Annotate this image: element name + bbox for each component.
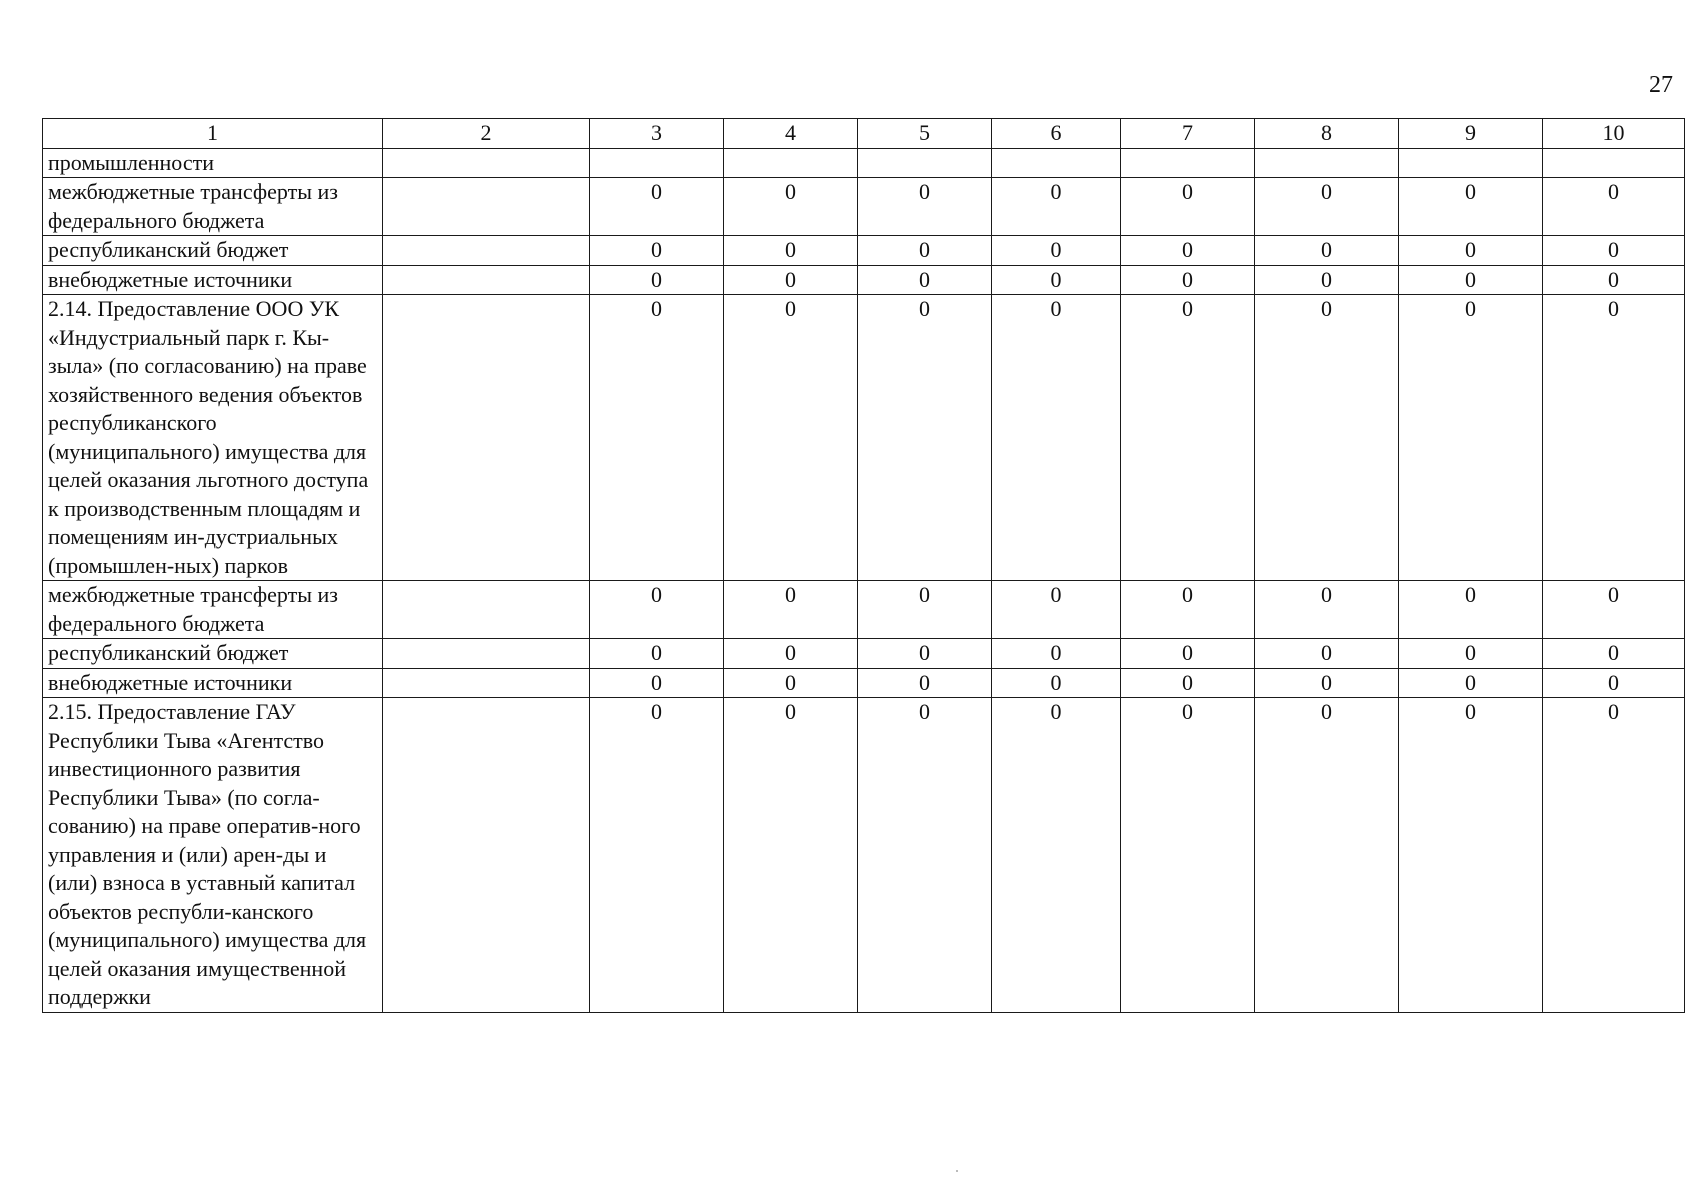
value-cell: 0 [1121,236,1255,266]
header-cell-3: 3 [590,119,724,149]
row-label: 2.14. Предоставление ООО УК «Индустриальный парк г. Кы-зыла» (по согласованию) на праве хозяйственного ведения объектов республиканского (муниципального) имущества для целей оказания льготного доступа к производственным площадям и помещениям ин-дустриальных (промышлен-ных) парков [43,295,383,581]
value-cell: 0 [1543,295,1685,581]
value-cell: 0 [1255,265,1399,295]
value-cell: 0 [1543,236,1685,266]
scan-speck [956,1170,958,1172]
value-cell: 0 [1399,178,1543,236]
value-cell: 0 [724,581,858,639]
header-cell-6: 6 [992,119,1121,149]
table-row [43,295,1685,581]
value-cell: 0 [1121,295,1255,581]
header-cell-7: 7 [1121,119,1255,149]
value-cell: 0 [724,295,858,581]
value-cell: 0 [1255,668,1399,698]
value-cell: 0 [1399,668,1543,698]
value-cell: 0 [858,698,992,1013]
value-cell: 0 [992,668,1121,698]
value-cell: 0 [724,639,858,669]
value-cell: 0 [1543,178,1685,236]
value-cell: 0 [590,295,724,581]
value-cell [858,148,992,178]
value-cell: 0 [1255,581,1399,639]
value-cell: 0 [590,668,724,698]
value-cell: 0 [1255,698,1399,1013]
value-cell: 0 [590,178,724,236]
value-cell: 0 [1399,265,1543,295]
value-cell: 0 [858,295,992,581]
value-cell: 0 [992,178,1121,236]
value-cell: 0 [1121,668,1255,698]
budget-table [42,118,1685,1013]
row-label: внебюджетные источники [43,265,383,295]
value-cell: 0 [724,698,858,1013]
table-row [43,148,1685,178]
row-col2 [383,639,590,669]
table-row [43,178,1685,236]
row-label: промышленности [43,148,383,178]
value-cell: 0 [590,265,724,295]
value-cell: 0 [1121,265,1255,295]
value-cell: 0 [1399,639,1543,669]
value-cell: 0 [1543,265,1685,295]
header-cell-4: 4 [724,119,858,149]
value-cell: 0 [1121,581,1255,639]
value-cell [1543,148,1685,178]
value-cell: 0 [992,639,1121,669]
value-cell: 0 [858,178,992,236]
value-cell [1399,148,1543,178]
value-cell: 0 [858,265,992,295]
row-label: 2.15. Предоставление ГАУ Республики Тыва «Агентство инвестиционного развития Республики Тыва» (по согла-сованию) на праве оператив-ного управления и (или) арен-ды и (или) взноса в уставный капитал объектов республи-канского (муниципального) имущества для целей оказания имущественной поддержки [43,698,383,1013]
row-col2 [383,295,590,581]
value-cell: 0 [590,236,724,266]
value-cell: 0 [992,698,1121,1013]
header-cell-10: 10 [1543,119,1685,149]
value-cell: 0 [1255,639,1399,669]
value-cell [724,148,858,178]
header-cell-1: 1 [43,119,383,149]
value-cell: 0 [858,236,992,266]
row-col2 [383,236,590,266]
value-cell [590,148,724,178]
row-col2 [383,265,590,295]
value-cell: 0 [858,581,992,639]
table-row [43,639,1685,669]
value-cell [1121,148,1255,178]
row-col2 [383,581,590,639]
value-cell: 0 [590,639,724,669]
row-label: республиканский бюджет [43,639,383,669]
table-row [43,668,1685,698]
value-cell: 0 [724,265,858,295]
row-col2 [383,178,590,236]
table-row [43,581,1685,639]
value-cell: 0 [1399,698,1543,1013]
value-cell: 0 [1121,178,1255,236]
value-cell: 0 [858,668,992,698]
value-cell: 0 [1543,668,1685,698]
value-cell: 0 [992,265,1121,295]
page-number: 27 [1649,72,1673,98]
table-row [43,698,1685,1013]
value-cell: 0 [1399,581,1543,639]
table-header-row [43,119,1685,149]
value-cell: 0 [1121,639,1255,669]
value-cell: 0 [1255,178,1399,236]
value-cell: 0 [1543,639,1685,669]
value-cell: 0 [590,698,724,1013]
value-cell: 0 [858,639,992,669]
value-cell: 0 [1121,698,1255,1013]
value-cell [992,148,1121,178]
row-col2 [383,698,590,1013]
value-cell: 0 [1255,295,1399,581]
value-cell: 0 [724,178,858,236]
value-cell: 0 [590,581,724,639]
value-cell: 0 [992,581,1121,639]
row-label: республиканский бюджет [43,236,383,266]
table-row [43,265,1685,295]
row-label: межбюджетные трансферты из федерального бюджета [43,581,383,639]
value-cell [1255,148,1399,178]
value-cell: 0 [1399,295,1543,581]
value-cell: 0 [724,668,858,698]
value-cell: 0 [1399,236,1543,266]
value-cell: 0 [992,295,1121,581]
header-cell-9: 9 [1399,119,1543,149]
value-cell: 0 [724,236,858,266]
header-cell-8: 8 [1255,119,1399,149]
row-col2 [383,668,590,698]
table-row [43,236,1685,266]
value-cell: 0 [1543,698,1685,1013]
header-cell-5: 5 [858,119,992,149]
value-cell: 0 [992,236,1121,266]
row-label: внебюджетные источники [43,668,383,698]
row-label: межбюджетные трансферты из федерального бюджета [43,178,383,236]
header-cell-2: 2 [383,119,590,149]
value-cell: 0 [1543,581,1685,639]
value-cell: 0 [1255,236,1399,266]
row-col2 [383,148,590,178]
